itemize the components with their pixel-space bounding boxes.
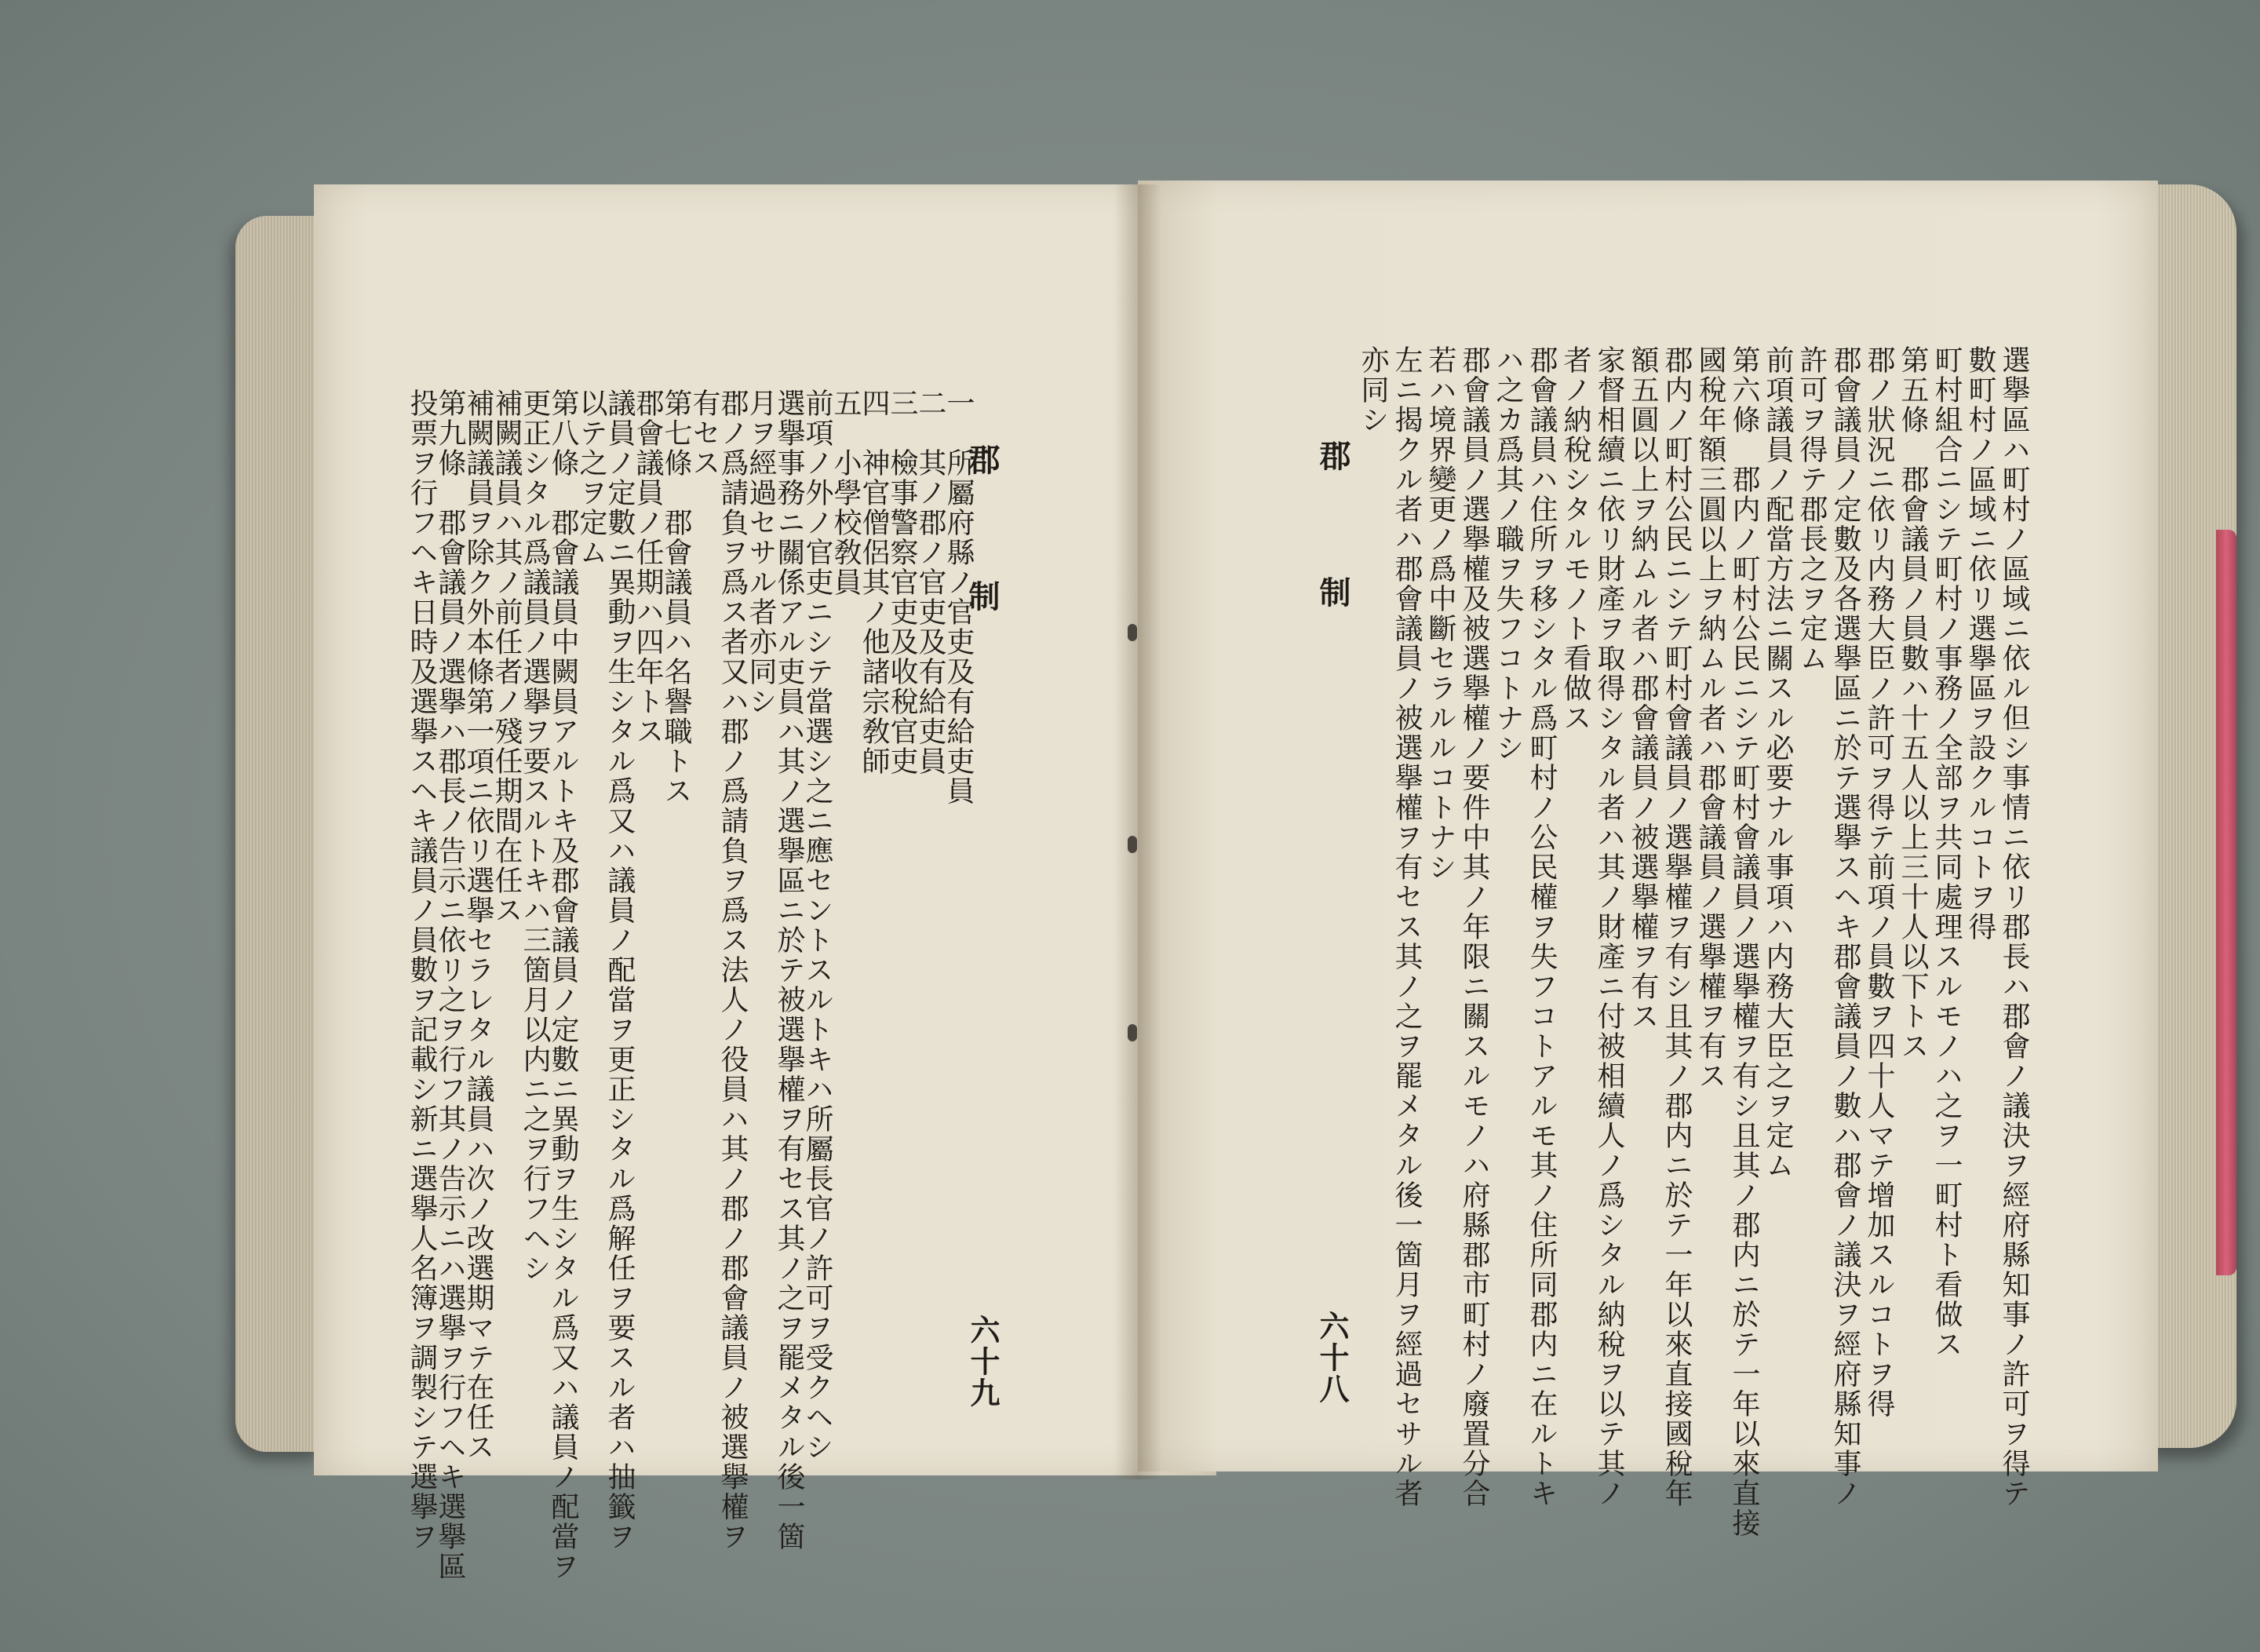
text-line: 者ノ納稅シタルモノト看做ス [1559, 345, 1591, 733]
text-line: 議員ノ定數ニ異動ヲ生シタル爲又ハ議員ノ配當ヲ更正シタル爲解任ヲ要スル者ハ抽籤ヲ [603, 388, 636, 1552]
text-line: 左ニ揭クル者ハ郡會議員ノ被選擧權ヲ有セス其ノ之ヲ罷メタル後一箇月ヲ經過セサル者 [1391, 345, 1423, 1508]
text-line: 第六條 郡内ノ町村公民ニシテ町村會議員ノ選擧權ヲ有シ且其ノ郡内ニ於テ一年以來直接 [1728, 345, 1760, 1538]
left-folio: 六十九 [965, 1315, 1001, 1409]
red-sprinkled-edge [2216, 530, 2236, 1275]
text-line: 郡會議員ノ任期ハ四年トス [632, 388, 664, 746]
text-line: 第五條 郡會議員ノ員數ハ十五人以上三十人以下トス [1897, 345, 1929, 1061]
text-line: 月ヲ經過セサル者亦同シ [745, 388, 777, 717]
text-line: 第七條 郡會議員ハ名譽職トス [660, 388, 692, 806]
text-line: ハ之カ爲其ノ職ヲ失フコトナシ [1492, 345, 1524, 763]
text-line: 郡會議員ノ選擧權及被選擧權ノ要件中其ノ年限ニ關スルモノハ府縣郡市町村ノ廢置分合 [1458, 345, 1490, 1508]
text-line: 投票ヲ行フヘキ日時及選擧スヘキ議員ノ員數ヲ記載シ新ニ選擧人名簿ヲ調製シテ選擧ヲ [406, 388, 438, 1552]
text-line: 第九條 郡會議員ノ選擧ハ郡長ノ告示ニ依リ之ヲ行フ其ノ告示ニハ選擧ヲ行フヘキ選擧區 [434, 388, 466, 1581]
text-line: 選擧事務ニ關係アル吏員ハ其ノ選擧區ニ於テ被選擧權ヲ有セス其ノ之ヲ罷メタル後一箇 [773, 388, 805, 1552]
text-line: 郡ノ狀況ニ依リ内務大臣ノ許可ヲ得テ前項ノ員數ヲ四十人マテ增加スルコトヲ得 [1863, 345, 1895, 1419]
text-line: 更正シタル爲議員ノ選擧ヲ要スルトキハ三箇月以内ニ之ヲ行フヘシ [519, 388, 551, 1283]
text-line: 若ハ境界變更ノ爲中斷セラルルコトナシ [1424, 345, 1456, 882]
text-line: 前項議員ノ配當方法ニ關スル必要ナル事項ハ内務大臣之ヲ定ム [1762, 345, 1794, 1180]
text-line: 二 其ノ郡ノ官吏及有給吏員 [914, 388, 946, 776]
text-line: 數町村ノ區域ニ依リ選擧區ヲ設クルコトヲ得 [1964, 345, 1996, 942]
text-line: 三 檢事警察官吏及收稅官吏 [886, 388, 918, 776]
binding-stitch [1128, 836, 1137, 853]
left-running-head: 郡 制 [964, 443, 1001, 658]
binding-stitch [1128, 1024, 1137, 1041]
text-line: 第八條 郡會議員中闕員アルトキ及郡會議員ノ定數ニ異動ヲ生シタル爲又ハ議員ノ配當ヲ [547, 388, 579, 1581]
text-line: 五 小學校敎員 [829, 388, 862, 597]
text-line: 選擧區ハ町村ノ區域ニ依ル但シ事情ニ依リ郡長ハ郡會ノ議決ヲ經府縣知事ノ許可ヲ得テ [1998, 345, 2030, 1508]
text-line: 家督相續ニ依リ財產ヲ取得シタル者ハ其ノ財產ニ付被相續人ノ爲シタル納稅ヲ以テ其ノ [1593, 345, 1625, 1508]
right-page [1138, 181, 2158, 1538]
text-line: 補闕議員ハ其ノ前任者ノ殘任期間在任ス [490, 388, 523, 925]
text-line: 前項ノ外ノ官吏ニシテ當選シ之ニ應セントスルトキハ所屬長官ノ許可ヲ受クヘシ [801, 388, 833, 1462]
text-line: 以テ之ヲ定ム [575, 388, 607, 567]
left-page [314, 184, 1216, 1581]
text-line: 補闕議員ヲ除ク外本條第一項ニ依リ選擧セラレタル議員ハ次ノ改選期マテ在任ス [462, 388, 494, 1462]
text-line: 町村組合ニシテ町村ノ事務ノ全部ヲ共同處理スルモノハ之ヲ一町村ト看做ス [1930, 345, 1963, 1359]
text-line: 郡ノ爲請負ヲ爲ス者又ハ郡ノ爲請負ヲ爲ス法人ノ役員ハ其ノ郡ノ郡會議員ノ被選擧權ヲ [716, 388, 749, 1552]
open-book [235, 177, 2236, 1581]
text-line: 亦同シ [1357, 345, 1389, 435]
text-line: 許可ヲ得テ郡長之ヲ定ム [1795, 345, 1828, 673]
text-line: 有セス [688, 388, 720, 478]
book-gutter [1114, 184, 1161, 1479]
left-page-block-edge [235, 216, 322, 1452]
text-line: 額五圓以上ヲ納ムル者ハ郡會議員ノ被選擧權ヲ有ス [1627, 345, 1659, 1031]
right-folio: 六十八 [1314, 1311, 1350, 1405]
text-line: 郡内ノ町村公民ニシテ町村會議員ノ選擧權ヲ有シ且其ノ郡内ニ於テ一年以來直接國稅年 [1660, 345, 1693, 1508]
text-line: 一 所屬府縣ノ官吏及有給吏員 [942, 388, 975, 806]
text-line: 郡會議員ノ定數及各選擧區ニ於テ選擧スヘキ郡會議員ノ數ハ郡會ノ議決ヲ經府縣知事ノ [1829, 345, 1861, 1508]
text-line: 國稅年額三圓以上ヲ納ムル者ハ郡會議員ノ選擧權ヲ有ス [1694, 345, 1726, 1091]
binding-stitch [1128, 624, 1137, 641]
text-line: 四 神官僧侶其ノ他諸宗敎師 [858, 388, 890, 776]
right-running-head: 郡 制 [1314, 439, 1351, 655]
text-line: 郡會議員ハ住所ヲ移シタル爲町村ノ公民權ヲ失フコトアルモ其ノ住所同郡内ニ在ルトキ [1526, 345, 1558, 1508]
